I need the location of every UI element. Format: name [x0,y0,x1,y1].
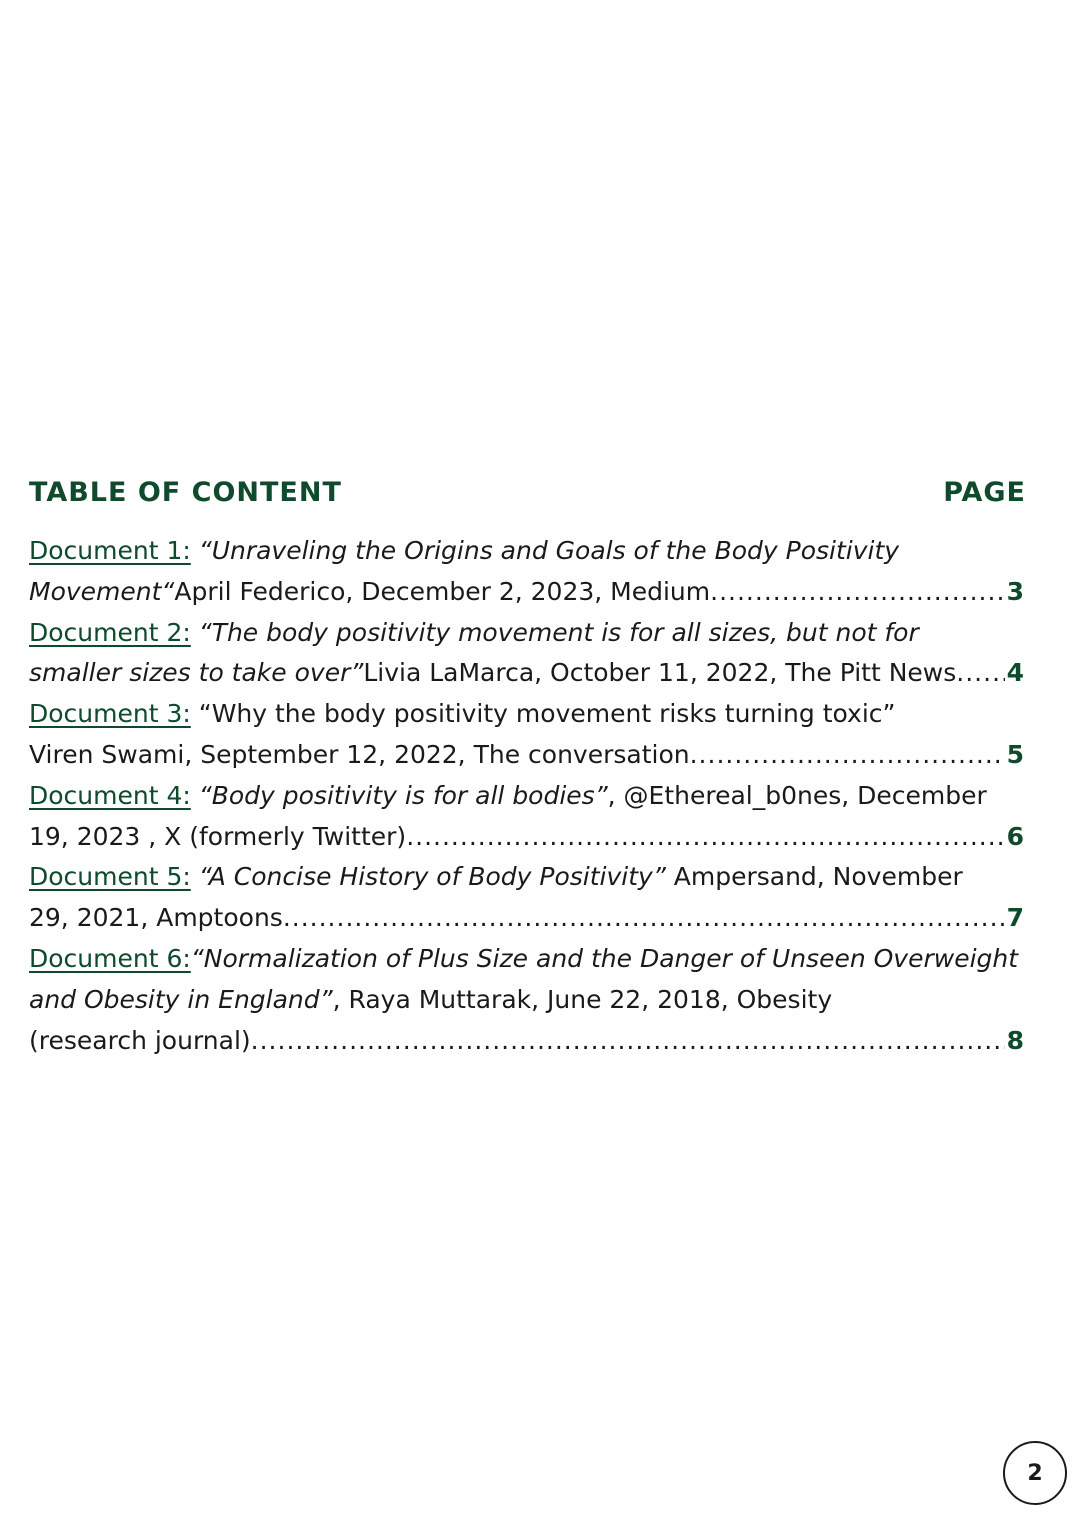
dot-leader [690,735,1005,776]
page-number-badge: 2 [1003,1441,1067,1505]
document-2-link[interactable]: Document 2: [29,617,191,647]
document-1-title: “Unraveling the Origins and Goals of the Body Positivity [190,536,900,565]
document-4-author: , @Ethereal_b0nes, December [607,780,987,810]
document-6-author: , Raya Muttarak, June 22, 2018, Obesity [332,984,833,1014]
document-5-link[interactable]: Document 5: [29,862,191,892]
document-3-page-number: 5 [1006,739,1024,769]
document-2-page-number: 4 [1006,658,1024,688]
document-1-title-end: Movement“ [29,576,175,606]
document-2-title: “The body positivity movement is for all sizes, but not for [190,617,919,647]
document-2-source: Livia LaMarca, October 11, 2022, The Pitt News [363,658,957,688]
document-2-title-end: smaller sizes to take over” [29,658,364,688]
dot-leader [956,653,1004,694]
document-1-page-number: 3 [1006,576,1024,606]
toc-list [29,531,1024,1061]
toc-entry-document-2 [29,613,1024,695]
toc-title: TABLE OF CONTENT [29,477,342,508]
document-1-source: April Federico, December 2, 2023, Medium [174,576,711,606]
toc-entry-document-1 [29,531,1024,613]
toc-page-label: PAGE [943,477,1026,508]
document-3-source: Viren Swami, September 12, 2022, The conversation [29,739,690,769]
document-1-link[interactable]: Document 1: [29,536,191,565]
document-5-author: Ampersand, November [665,862,963,892]
toc-entry-document-3 [29,694,1024,776]
document-5-title: “A Concise History of Body Positivity” [190,862,666,892]
document-3-link[interactable]: Document 3: [29,699,191,729]
document-5-page-number: 7 [1006,903,1024,933]
document-5-source: 29, 2021, Amptoons [29,903,283,933]
document-4-source: 19, 2023 , X (formerly Twitter) [29,821,407,851]
toc-entry-document-6 [29,939,1024,1061]
document-6-page-number: 8 [1006,1025,1024,1055]
document-4-title: “Body positivity is for all bodies” [190,780,608,810]
document-6-link[interactable]: Document 6: [29,943,191,973]
dot-leader [283,898,1005,939]
document-3-title: “Why the body positivity movement risks turning toxic” [190,699,896,729]
document-4-page-number: 6 [1006,821,1024,851]
document-4-link[interactable]: Document 4: [29,780,191,810]
document-6-title: “Normalization of Plus Size and the Danger of Unseen Overweight and Obesity in England” [29,943,1019,1014]
toc-entry-document-5 [29,857,1024,939]
toc-entry-document-4 [29,776,1024,858]
document-6-source: (research journal) [29,1025,251,1055]
toc-header [29,477,1026,508]
dot-leader [251,1021,1005,1062]
dot-leader [406,817,1004,858]
dot-leader [710,572,1004,613]
